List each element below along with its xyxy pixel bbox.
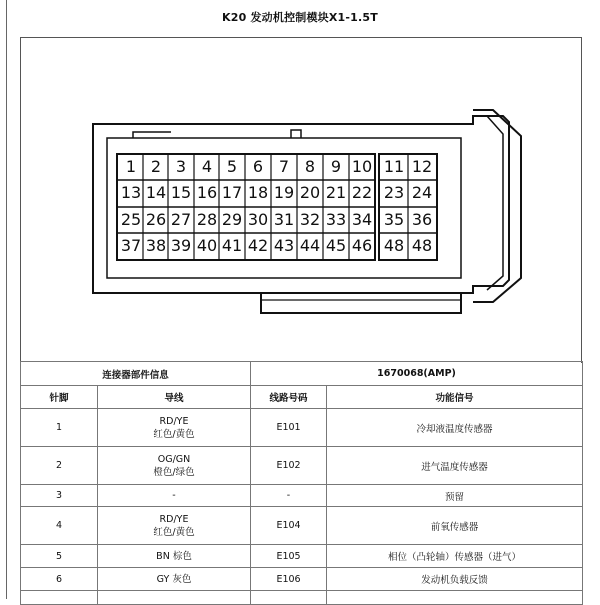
- table-header-row: [21, 362, 583, 386]
- table-row-partial: [21, 591, 583, 605]
- pin-label: 12: [411, 157, 433, 176]
- pin-label: 2: [150, 157, 162, 176]
- function-cell: 相位（凸轮轴）传感器（进气）: [327, 545, 583, 568]
- pin-cell: 4: [21, 507, 98, 545]
- wire-cell: [98, 409, 251, 447]
- pin-cell: 1: [21, 409, 98, 447]
- pin-label: 29: [221, 210, 243, 229]
- pin-label: 20: [299, 183, 321, 202]
- wire-color-cn: 橙色/绿色: [153, 466, 195, 478]
- table-row: [21, 507, 583, 545]
- pin-label: 16: [196, 183, 218, 202]
- pin-label: 28: [196, 210, 218, 229]
- pin-label: 5: [226, 157, 238, 176]
- table-row: [21, 409, 583, 447]
- pinout-table: [20, 361, 583, 605]
- pin-label: 40: [196, 236, 218, 255]
- wire-code: BN 棕色: [156, 550, 192, 562]
- wire-code: -: [172, 490, 176, 501]
- circuit-cell: E104: [251, 507, 327, 545]
- pin-label: 23: [383, 183, 405, 202]
- table-row: [21, 568, 583, 591]
- table-row: [21, 447, 583, 485]
- function-cell: 进气温度传感器: [327, 447, 583, 485]
- pin-label: 35: [383, 210, 405, 229]
- wire-code: RD/YE: [159, 513, 189, 525]
- pin-label: 48: [411, 236, 433, 255]
- function-cell: 预留: [327, 485, 583, 507]
- page-left-rule: [6, 0, 7, 599]
- wire-color-cn: 红色/黄色: [153, 526, 195, 538]
- wire-code: OG/GN: [157, 453, 191, 465]
- circuit-cell: E101: [251, 409, 327, 447]
- pin-label: 42: [247, 236, 269, 255]
- pin-label: 32: [299, 210, 321, 229]
- function-cell: 冷却液温度传感器: [327, 409, 583, 447]
- pin-label: 33: [325, 210, 347, 229]
- pin-label: 8: [304, 157, 316, 176]
- pin-cell: 6: [21, 568, 98, 591]
- pin-label: 1: [125, 157, 137, 176]
- pin-cell: 5: [21, 545, 98, 568]
- pin-label: 11: [383, 157, 405, 176]
- wire-cell: [98, 485, 251, 507]
- table-row: [21, 485, 583, 507]
- pin-label: 15: [170, 183, 192, 202]
- pin-label: 19: [273, 183, 295, 202]
- pin-label: 37: [120, 236, 142, 255]
- pin-label: 14: [145, 183, 167, 202]
- pin-label: 3: [175, 157, 187, 176]
- pin-label: 17: [221, 183, 243, 202]
- pin-label: 39: [170, 236, 192, 255]
- pin-label: 44: [299, 236, 321, 255]
- wire-cell: [98, 507, 251, 545]
- col-header-wire: 导线: [98, 386, 251, 409]
- pin-label: 24: [411, 183, 433, 202]
- pin-label: 26: [145, 210, 167, 229]
- pin-label: 48: [383, 236, 405, 255]
- wire-cell: [98, 545, 251, 568]
- pin-label: 38: [145, 236, 167, 255]
- pin-label: 6: [252, 157, 264, 176]
- table-row: [21, 545, 583, 568]
- pin-label: 27: [170, 210, 192, 229]
- pin-label: 13: [120, 183, 142, 202]
- circuit-cell: E105: [251, 545, 327, 568]
- col-header-pin: 针脚: [21, 386, 98, 409]
- wire-code: RD/YE: [159, 415, 189, 427]
- pin-label: 45: [325, 236, 347, 255]
- wire-cell: [98, 447, 251, 485]
- circuit-cell: E102: [251, 447, 327, 485]
- wire-color-cn: 红色/黄色: [153, 428, 195, 440]
- pin-label: 9: [330, 157, 342, 176]
- pin-label: 4: [201, 157, 213, 176]
- pin-label: 30: [247, 210, 269, 229]
- pin-label: 34: [351, 210, 373, 229]
- table-column-header-row: [21, 386, 583, 409]
- pin-label: 7: [278, 157, 290, 176]
- pin-label: 22: [351, 183, 373, 202]
- pin-label: 43: [273, 236, 295, 255]
- page-title: K20 发动机控制模块X1-1.5T: [222, 11, 378, 24]
- circuit-cell: E106: [251, 568, 327, 591]
- pin-label: 46: [351, 236, 373, 255]
- part-number: 1670068(AMP): [251, 362, 583, 386]
- pin-label: 10: [351, 157, 373, 176]
- pin-label: 41: [221, 236, 243, 255]
- circuit-cell: -: [251, 485, 327, 507]
- pin-label: 36: [411, 210, 433, 229]
- pin-label: 21: [325, 183, 347, 202]
- function-cell: 发动机负载反馈: [327, 568, 583, 591]
- pin-label: 18: [247, 183, 269, 202]
- pin-cell: 2: [21, 447, 98, 485]
- wire-cell: [98, 568, 251, 591]
- connector-diagram-frame: [20, 37, 582, 363]
- pin-label: 25: [120, 210, 142, 229]
- pin-label: 31: [273, 210, 295, 229]
- wire-code: GY 灰色: [156, 573, 192, 585]
- connector-info-label: 连接器部件信息: [21, 362, 251, 386]
- pin-cell: 3: [21, 485, 98, 507]
- col-header-function: 功能信号: [327, 386, 583, 409]
- col-header-circuit: 线路号码: [251, 386, 327, 409]
- function-cell: 前氧传感器: [327, 507, 583, 545]
